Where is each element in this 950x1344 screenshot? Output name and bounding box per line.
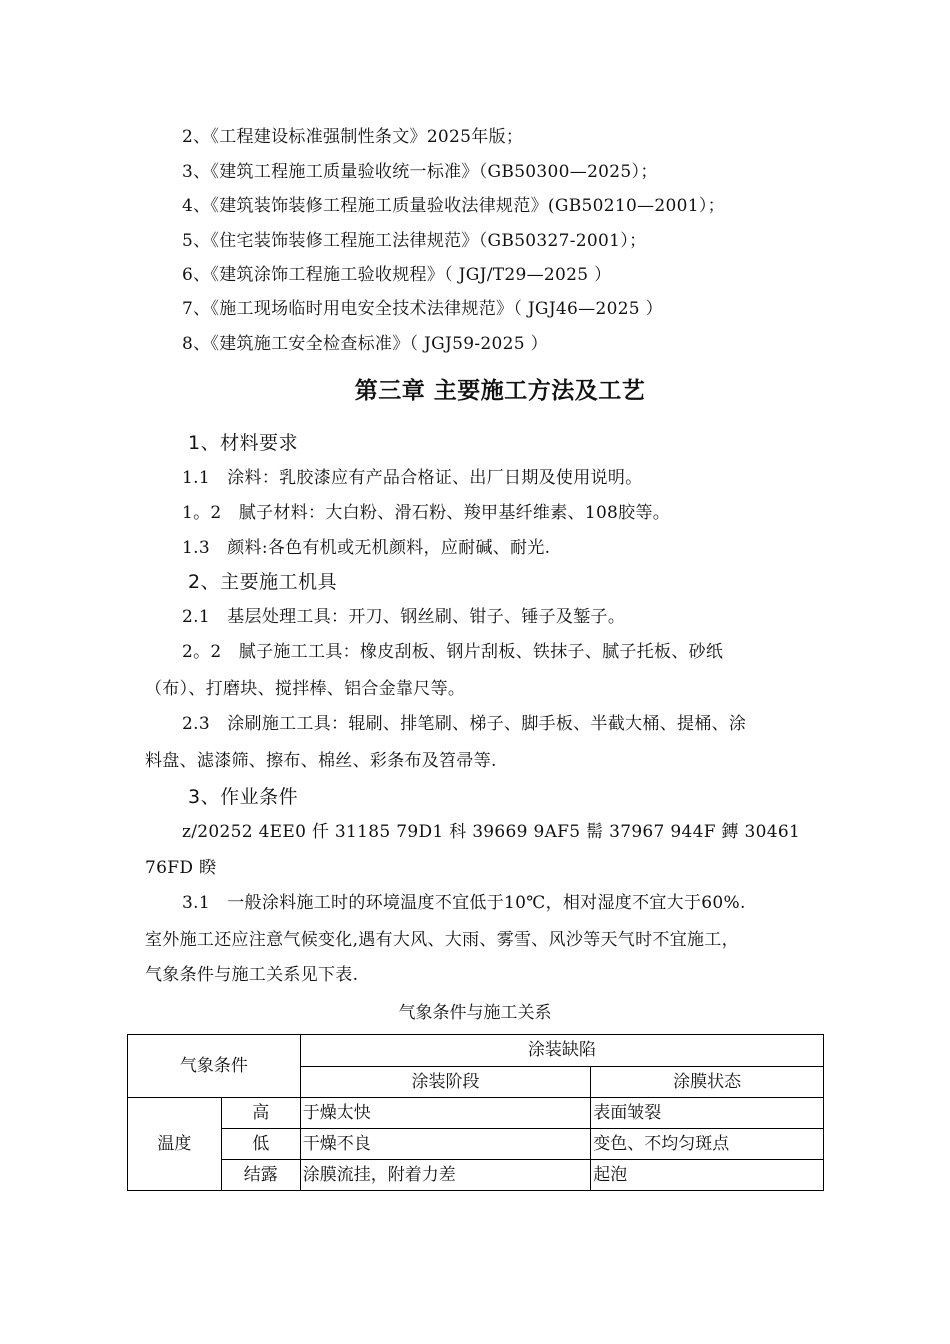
section-item: 2.3 涂刷施工工具：辊刷、排笔刷、梯子、脚手板、半截大桶、提桶、涂: [182, 714, 747, 734]
paragraph-line: 气象条件与施工关系见下表.: [145, 965, 359, 985]
level-cell: 低: [221, 1129, 300, 1160]
weather-table: [127, 1034, 824, 1191]
header-state: 涂膜状态: [591, 1066, 824, 1098]
table-header-row: [128, 1035, 824, 1067]
reference-item: 4、《建筑装饰装修工程施工质量验收法律规范》(GB50210—2001）；: [182, 196, 725, 216]
reference-item: 2、《工程建设标准强制性条文》2025年版；: [182, 127, 524, 147]
section-item: 1.1 涂料：乳胶漆应有产品合格证、出厂日期及使用说明。: [182, 468, 643, 488]
section-item: 2.1 基层处理工具：开刀、钢丝刷、钳子、锤子及錾子。: [182, 607, 626, 627]
section-item: 1.3 颜料:各色有机或无机颜料，应耐碱、耐光.: [182, 538, 551, 558]
section-heading: 1、材料要求: [188, 432, 299, 454]
stage-cell: 涂膜流挂，附着力差: [300, 1160, 591, 1191]
state-cell: 变色、不均匀斑点: [591, 1129, 824, 1160]
table-row: [128, 1129, 824, 1160]
state-cell: 起泡: [591, 1160, 824, 1191]
table-row: [128, 1160, 824, 1191]
code-text: z/20252 4EE0 仟 31185 79D1 科 39669 9AF5 髵 37967 944F 鏄 30461: [182, 822, 801, 842]
stage-cell: 于燥太快: [300, 1098, 591, 1129]
section-item: 1。2 腻子材料：大白粉、滑石粉、羧甲基纤维素、108胶等。: [182, 503, 671, 523]
reference-item: 6、《建筑涂饰工程施工验收规程》（ JGJ/T29—2025 ）: [182, 265, 612, 285]
table-row: [128, 1098, 824, 1129]
reference-item: 7、《施工现场临时用电安全技术法律规范》（ JGJ46—2025 ）: [182, 299, 663, 319]
level-cell: 结露: [221, 1160, 300, 1191]
section-heading: 2、主要施工机具: [188, 571, 338, 593]
header-stage: 涂装阶段: [300, 1066, 591, 1098]
level-cell: 高: [221, 1098, 300, 1129]
paragraph-line: 3.1 一般涂料施工时的环境温度不宜低于10℃，相对湿度不宜大于60%.: [182, 893, 746, 913]
section-item-continuation: （布）、打磨块、搅拌棒、铝合金靠尺等。: [145, 679, 466, 699]
section-heading: 3、作业条件: [188, 786, 299, 808]
section-item-continuation: 料盘、滤漆筛、擦布、棉丝、彩条布及笤帚等.: [145, 751, 497, 771]
code-text-continuation: 76FD 睽: [145, 858, 217, 878]
table-caption: 气象条件与施工关系: [398, 1003, 552, 1023]
reference-item: 5、《住宅装饰装修工程施工法律规范》（GB50327-2001）；: [182, 231, 647, 251]
group-temperature: 温度: [128, 1098, 222, 1191]
stage-cell: 干燥不良: [300, 1129, 591, 1160]
chapter-title: 第三章 主要施工方法及工艺: [354, 378, 646, 404]
header-condition: 气象条件: [128, 1035, 301, 1098]
header-defect: 涂装缺陷: [300, 1035, 823, 1067]
section-item: 2。2 腻子施工工具：橡皮刮板、钢片刮板、铁抹子、腻子托板、砂纸: [182, 642, 724, 662]
paragraph-line: 室外施工还应注意气候变化,遇有大风、大雨、雾雪、风沙等天气时不宜施工，: [145, 930, 739, 950]
reference-item: 8、《建筑施工安全检查标准》（ JGJ59-2025 ）: [182, 334, 548, 354]
reference-item: 3、《建筑工程施工质量验收统一标准》（GB50300—2025）；: [182, 162, 658, 182]
state-cell: 表面皱裂: [591, 1098, 824, 1129]
